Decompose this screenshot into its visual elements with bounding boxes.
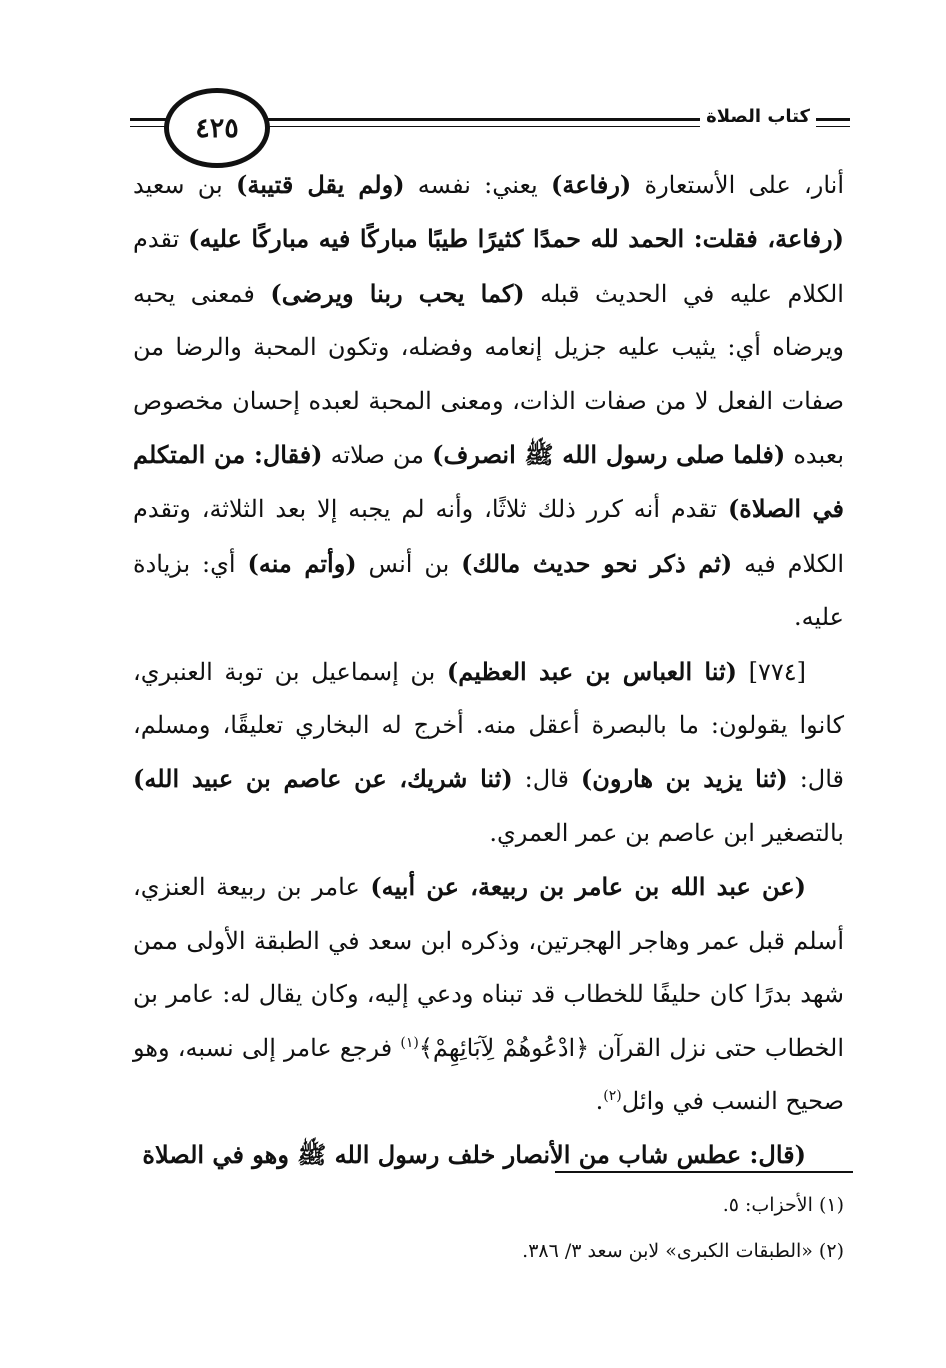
- main-text: [133, 158, 844, 1183]
- hadith-text: (وأتم منه): [247, 548, 357, 578]
- hadith-text: (عن عبد الله بن عامر بن ربيعة، عن أبيه): [370, 872, 806, 902]
- page-number: ٤٢٥: [164, 88, 270, 168]
- hadith-text: (قال: عطس شاب من الأنصار خلف رسول الله ﷺ وهو في الصلاة: [142, 1140, 806, 1170]
- footnotes: [133, 1182, 844, 1274]
- commentary-text: بالتصغير ابن عاصم بن عمر العمري.: [489, 818, 844, 847]
- commentary-text: قال:: [512, 765, 581, 794]
- commentary-text: [٧٧٤]: [737, 657, 807, 686]
- hadith-text: (فقال: من المتكلم في الصلاة): [133, 440, 845, 524]
- hadith-text: (فلما صلى رسول الله ﷺ انصرف): [432, 440, 786, 470]
- hadith-text: (ثنا يزيد بن هارون): [580, 764, 788, 794]
- paragraph-3: [133, 860, 844, 1128]
- footnote-rule: [555, 1171, 853, 1173]
- commentary-text: تقدم الكلام عليه في الحديث قبله: [133, 225, 844, 308]
- footnote-ref: (٢): [603, 1087, 622, 1104]
- commentary-text: عامر بن ربيعة العنزي، أسلم قبل عمر وهاجر الهجرتين، وذكره ابن سعد في الطبقة الأولى ممن شهد بدرًا كان حليفًا للخطاب قد تبناه ودعي إليه، وكان يقال له: عامر بن الخطاب حتى نزل القرآن ﴿ادْعُوهُمْ لِآبَائِهِمْ﴾: [133, 873, 844, 1062]
- commentary-text: يعني: نفسه: [404, 171, 551, 199]
- hadith-text: (كما يحب ربنا ويرضى): [270, 278, 525, 308]
- page-header: [130, 88, 850, 168]
- commentary-text: من صلاته: [322, 441, 433, 470]
- commentary-text: بن إسماعيل بن توبة العنبري، كانوا يقولون: ما بالبصرة أعقل منه. أخرج له البخاري تعليقًا، ومسلم، قال:: [133, 657, 844, 794]
- commentary-text: تقدم أنه كرر ذلك ثلاثًا، وأنه لم يجبه إلا بعد الثلاثة، وتقدم الكلام فيه: [133, 495, 844, 578]
- running-title: كتاب الصلاة: [700, 106, 816, 127]
- commentary-text: فرجع عامر إلى نسبه، وهو صحيح النسب في وائل: [133, 1033, 844, 1115]
- hadith-text: (ثنا العباس بن عبد العظيم): [446, 656, 738, 686]
- commentary-text: بن سعيد: [133, 171, 236, 199]
- hadith-text: (ثنا شريك، عن عاصم بن عبيد الله): [133, 764, 513, 794]
- commentary-text: أي: بزيادة عليه.: [133, 549, 844, 632]
- commentary-text: .: [595, 1086, 604, 1115]
- hadith-text: (رفاعة): [550, 170, 632, 199]
- hadith-text: (ولم يقل قتيبة): [235, 170, 405, 199]
- footnote-ref: (١): [400, 1034, 419, 1051]
- commentary-text: بن أنس: [356, 549, 462, 578]
- paragraph-4: [133, 1128, 844, 1182]
- hadith-text: (ثم ذكر نحو حديث مالك): [461, 548, 733, 578]
- paragraph-1: [133, 158, 844, 645]
- hadith-text: (رفاعة، فقلت: الحمد لله حمدًا كثيرًا طيبًا مباركًا فيه مباركًا عليه): [188, 224, 844, 254]
- commentary-text: فمعنى يحبه ويرضاه أي: يثيب عليه جزيل إنعامه وفضله، وتكون المحبة والرضا من صفات الفعل لا من صفات الذات، ومعنى المحبة لعبده إحسان مخصوص بعبده: [133, 279, 844, 470]
- footnote-1: (١) الأحزاب: ٥.: [722, 1194, 844, 1216]
- paragraph-2: [133, 645, 844, 861]
- footnote-2: (٢) «الطبقات الكبرى» لابن سعد ٣/ ٣٨٦.: [522, 1240, 844, 1262]
- commentary-text: أنار، على الأستعارة: [631, 171, 845, 199]
